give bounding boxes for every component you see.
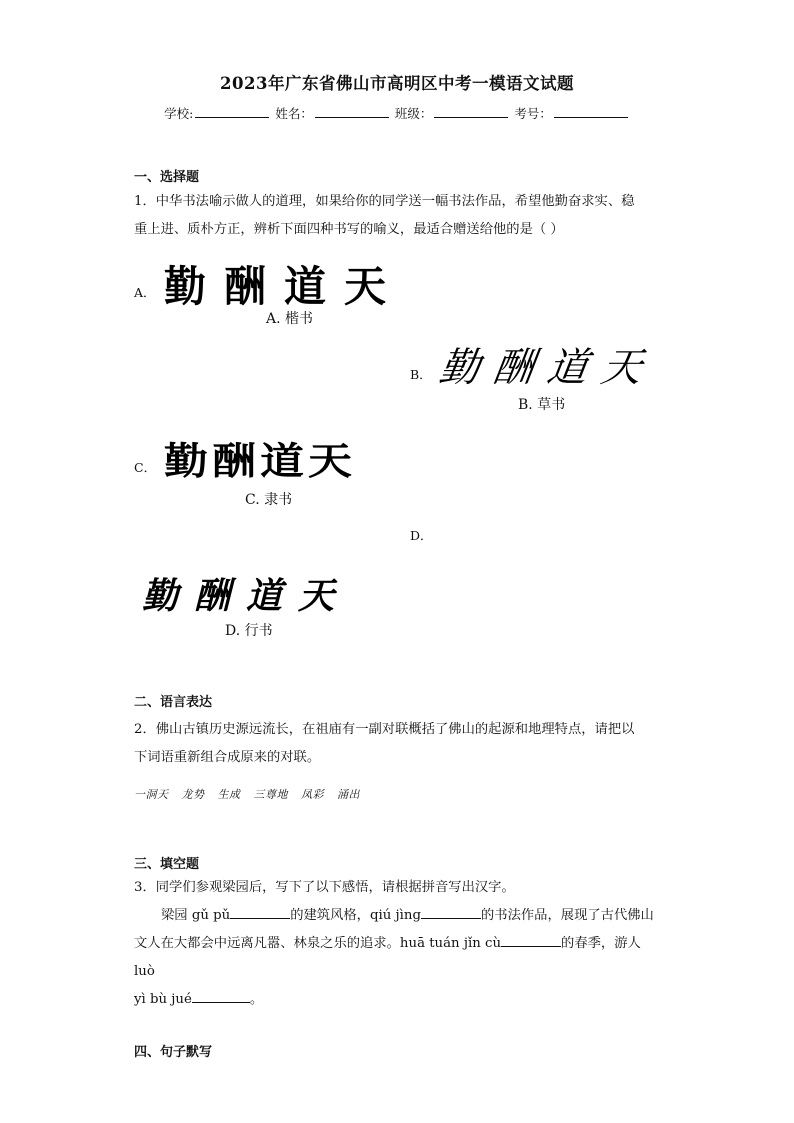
- section-heading-choice: 一、选择题: [134, 170, 200, 185]
- answer-blank-1[interactable]: [230, 906, 290, 919]
- pinyin-yibujue: yì bù jué: [134, 992, 192, 1007]
- number-label: 考号：: [514, 106, 552, 121]
- option-d-caption: D. 行书: [225, 623, 273, 639]
- number-blank[interactable]: [554, 106, 628, 118]
- option-a-calligraphy: 勤酬道天: [164, 262, 405, 311]
- option-b-caption: B. 草书: [518, 397, 566, 413]
- class-label: 班级：: [394, 106, 433, 121]
- school-label: 学校:: [164, 106, 194, 121]
- question-1-line-1: 1．中华书法喻示做人的道理，如果给你的同学送一幅书法作品，希望他勤奋求实、稳: [134, 194, 635, 209]
- pinyin-qiujing: 的建筑风格，qiú jìng: [290, 908, 421, 923]
- class-blank[interactable]: [434, 106, 508, 118]
- word-item: 生成: [217, 788, 241, 801]
- option-c-caption: C. 隶书: [245, 492, 293, 508]
- question-3-text: [134, 874, 664, 1014]
- answer-blank-2[interactable]: [421, 906, 481, 919]
- word-item: 一洞天: [134, 788, 169, 801]
- question-2-line-1: 2．佛山古镇历史源远流长，在祖庙有一副对联概括了佛山的起源和地理特点，请把以: [134, 722, 635, 737]
- section-heading-fill-blank: 三、填空题: [134, 857, 200, 872]
- name-blank[interactable]: [315, 106, 389, 118]
- question-3-line-1: 3．同学们参观梁园后，写下了以下感悟，请根据拼音写出汉字。: [134, 880, 515, 895]
- word-item: 涌出: [337, 788, 360, 801]
- school-blank[interactable]: [195, 106, 269, 118]
- question-3-paragraph-line-2: [134, 930, 664, 986]
- section-heading-language: 二、语言表达: [134, 695, 213, 710]
- pinyin-huatuanjincu: 文人在大都会中远离凡嚣、林泉之乐的追求。huā tuán jǐn cù: [134, 936, 502, 951]
- word-item: 凤彩: [301, 788, 324, 801]
- question-2-text: [134, 716, 664, 772]
- pinyin-gupu: 梁园 gǔ pǔ: [161, 908, 231, 923]
- option-a-caption: A. 楷书: [266, 311, 314, 327]
- question-3-paragraph-line-1: [134, 902, 664, 930]
- question-1-line-2: 重上进、质朴方正，辨析下面四种书写的喻义，最适合赠送给他的是（ ）: [134, 222, 564, 237]
- question-2-word-list: [134, 786, 369, 802]
- paragraph-text: 的书法作品，展现了古代佛山: [481, 908, 654, 923]
- question-2-line-2: 下词语重新组合成原来的对联。: [134, 750, 321, 765]
- section-heading-recitation: 四、句子默写: [134, 1045, 213, 1060]
- answer-blank-4[interactable]: [192, 990, 250, 1003]
- option-d-letter[interactable]: D．: [410, 528, 433, 543]
- option-d-calligraphy: 勤酬道天: [142, 575, 351, 617]
- student-info-line: [0, 104, 794, 122]
- option-b-calligraphy: 勤酬道天: [436, 345, 659, 391]
- question-1-text: [134, 188, 664, 244]
- option-c-letter[interactable]: C．: [134, 460, 157, 475]
- pinyin-luo: 的春季，游人 luò: [134, 936, 641, 979]
- name-label: 姓名：: [275, 106, 313, 121]
- answer-blank-3[interactable]: [501, 934, 561, 947]
- period: 。: [249, 992, 264, 1007]
- question-3-paragraph-line-3: [134, 986, 664, 1014]
- option-c-calligraphy: 勤酬道天: [164, 440, 356, 484]
- option-a-letter[interactable]: A．: [134, 285, 156, 300]
- word-item: 龙势: [181, 788, 205, 801]
- page-title: 2023年广东省佛山市高明区中考一模语文试题: [220, 74, 574, 93]
- word-item: 三尊地: [253, 788, 288, 801]
- option-b-letter[interactable]: B．: [410, 367, 432, 382]
